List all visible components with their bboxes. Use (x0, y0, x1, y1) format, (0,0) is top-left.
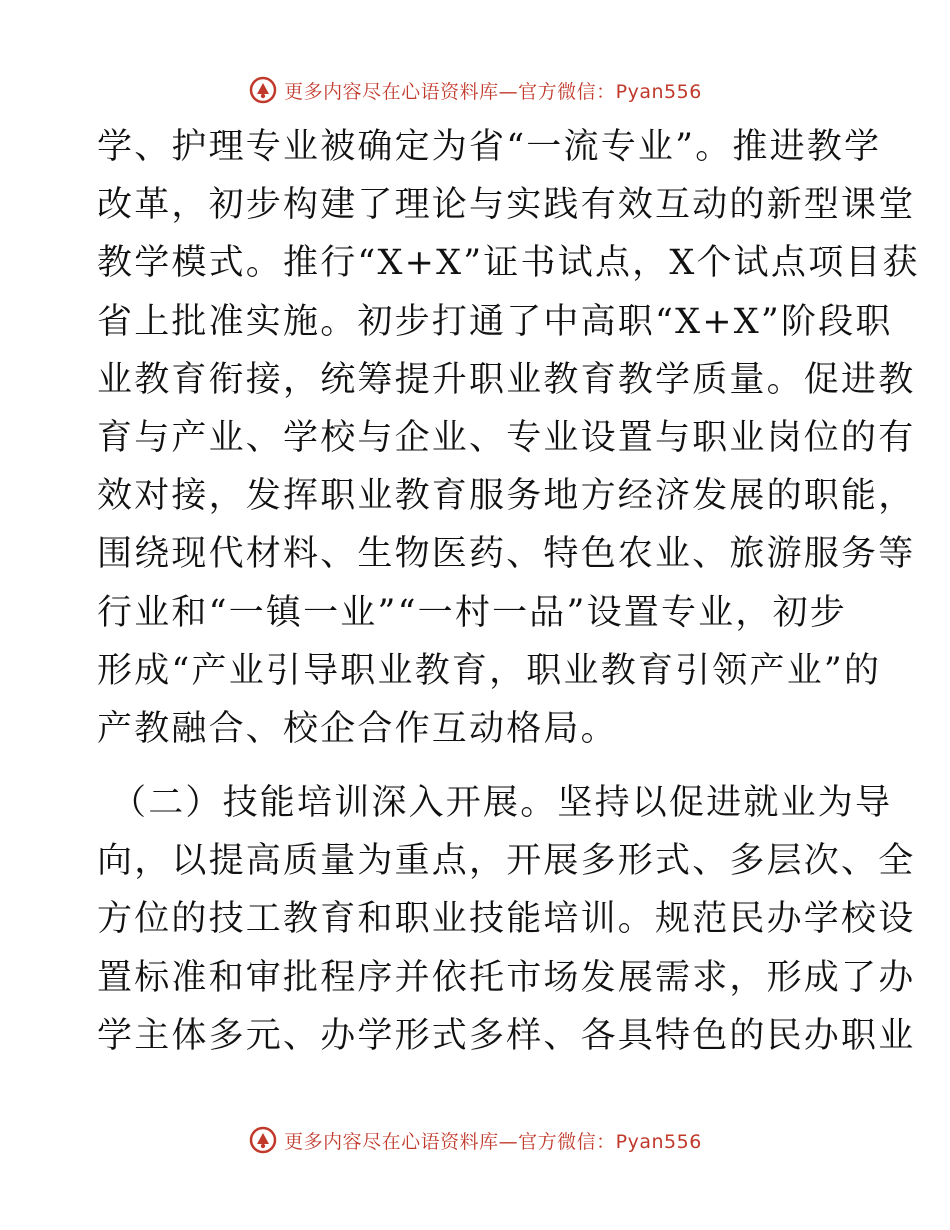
paragraph-line: 行业和“一镇一业”“一村一品”设置专业，初步 (97, 592, 847, 633)
document-body (97, 118, 920, 1065)
paragraph-line: 学、护理专业被确定为省“一流专业”。推进教学 (97, 127, 882, 167)
paragraph-line: 业教育衔接，统筹提升职业教育教学质量。促进教 (97, 359, 916, 400)
header-watermark (0, 70, 950, 110)
paragraph-line: 形成“产业引导职业教育，职业教育引领产业”的 (97, 650, 882, 691)
paragraph-line: 改革，初步构建了理论与实践有效互动的新型课堂 (97, 185, 916, 226)
paragraph-line: 省上批准实施。初步打通了中高职“X+X”阶段职 (97, 301, 893, 342)
paragraph-line: 围绕现代材料、生物医药、特色农业、旅游服务等 (97, 534, 916, 575)
paragraph-line: 置标准和审批程序并依托市场发展需求，形成了办 (97, 957, 916, 998)
paragraph-line: 方位的技工教育和职业技能培训。规范民办学校设 (97, 899, 916, 940)
paragraph-line: 育与产业、学校与企业、专业设置与职业岗位的有 (97, 417, 916, 458)
paragraph-line: 教学模式。推行“X+X”证书试点，X个试点项目获 (97, 243, 920, 284)
seal-logo-icon (248, 75, 278, 105)
seal-logo-icon (248, 1125, 278, 1155)
paragraph-line: 向，以提高质量为重点，开展多形式、多层次、全 (97, 841, 916, 882)
watermark-text: 更多内容尽在心语资料库—官方微信：Pyan556 (284, 1130, 702, 1153)
section-heading-line: （二）技能培训深入开展。坚持以促进就业为导 (111, 783, 893, 824)
paragraph-line: 产教融合、校企合作互动格局。 (97, 708, 618, 749)
paragraph-line: 学主体多元、办学形式多样、各具特色的民办职业 (97, 1015, 916, 1056)
paragraph-line: 效对接，发挥职业教育服务地方经济发展的职能， (97, 476, 916, 517)
footer-watermark (0, 1120, 950, 1160)
watermark-text: 更多内容尽在心语资料库—官方微信：Pyan556 (284, 80, 702, 103)
